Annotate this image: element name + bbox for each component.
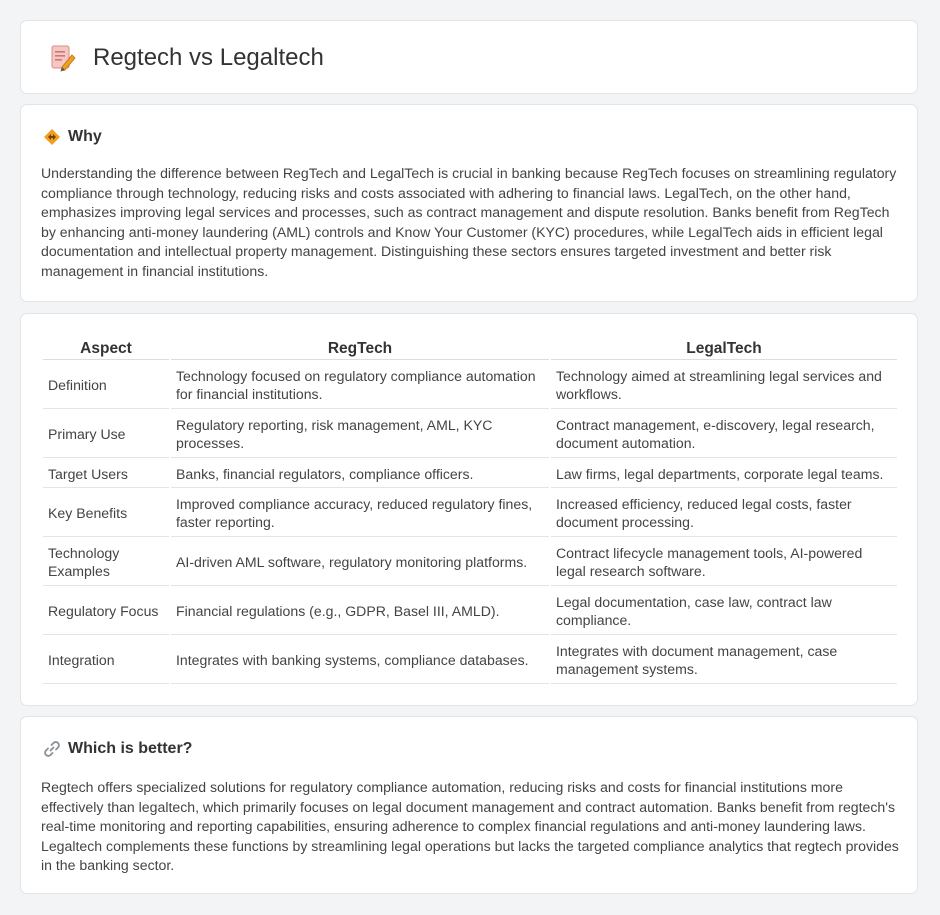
table-row <box>43 411 897 458</box>
column-header-legaltech: LegalTech <box>551 337 897 360</box>
legaltech-cell: Integrates with document management, case management systems. <box>551 637 897 684</box>
why-heading: Why <box>68 128 102 145</box>
header-card <box>20 20 918 94</box>
aspect-cell: Regulatory Focus <box>43 588 169 635</box>
legaltech-cell: Increased efficiency, reduced legal costs, faster document processing. <box>551 490 897 537</box>
regtech-cell: Integrates with banking systems, compliance databases. <box>171 637 549 684</box>
why-heading-row <box>43 126 102 148</box>
table-row <box>43 539 897 586</box>
table-row <box>43 460 897 488</box>
diamond-arrows-icon <box>43 128 61 146</box>
regtech-cell: Banks, financial regulators, compliance officers. <box>171 460 549 488</box>
regtech-cell: Technology focused on regulatory compliance automation for financial institutions. <box>171 362 549 409</box>
which-text: Regtech offers specialized solutions for regulatory compliance automation, reducing risks and costs for financial institutions more effectively than legaltech, which primarily focuses on legal document management and contract automation. Banks benefit from regtech's real-time monitoring and reporting capabilities, ensuring adherence to complex financial regulations and anti-money laundering laws. Legaltech complements these functions by streamlining legal operations but lacks the targeted compliance analytics that regtech provides in the banking sector. <box>41 779 899 873</box>
legaltech-cell: Legal documentation, case law, contract law compliance. <box>551 588 897 635</box>
aspect-cell: Target Users <box>43 460 169 488</box>
column-header-aspect: Aspect <box>43 337 169 360</box>
which-heading-row <box>43 738 192 760</box>
aspect-cell: Primary Use <box>43 411 169 458</box>
table-row <box>43 588 897 635</box>
legaltech-cell: Contract management, e-discovery, legal research, document automation. <box>551 411 897 458</box>
aspect-cell: Key Benefits <box>43 490 169 537</box>
aspect-cell: Technology Examples <box>43 539 169 586</box>
comparison-table-card <box>20 313 918 706</box>
regtech-cell: AI-driven AML software, regulatory monitoring platforms. <box>171 539 549 586</box>
column-header-regtech: RegTech <box>171 337 549 360</box>
table-row <box>43 490 897 537</box>
page-title: Regtech vs Legaltech <box>93 44 324 71</box>
regtech-cell: Regulatory reporting, risk management, AML, KYC processes. <box>171 411 549 458</box>
document-pencil-icon <box>47 43 77 73</box>
which-card <box>20 716 918 894</box>
aspect-cell: Integration <box>43 637 169 684</box>
why-card <box>20 104 918 302</box>
legaltech-cell: Technology aimed at streamlining legal services and workflows. <box>551 362 897 409</box>
title-row <box>47 21 324 95</box>
comparison-table <box>41 335 899 686</box>
regtech-cell: Improved compliance accuracy, reduced regulatory fines, faster reporting. <box>171 490 549 537</box>
which-heading: Which is better? <box>68 740 193 757</box>
regtech-cell: Financial regulations (e.g., GDPR, Basel III, AMLD). <box>171 588 549 635</box>
link-icon <box>43 740 61 758</box>
aspect-cell: Definition <box>43 362 169 409</box>
legaltech-cell: Contract lifecycle management tools, AI-powered legal research software. <box>551 539 897 586</box>
table-header-row <box>43 337 897 360</box>
table-row <box>43 637 897 684</box>
why-text: Understanding the difference between RegTech and LegalTech is crucial in banking because RegTech focuses on streamlining regulatory compliance through technology, reducing risks and costs associated with adhering to financial laws. LegalTech, on the other hand, emphasizes improving legal services and processes, such as contract management and dispute resolution. Banks benefit from RegTech by enhancing anti-money laundering (AML) controls and Know Your Customer (KYC) procedures, while LegalTech aids in efficient legal documentation and intellectual property management. Distinguishing these sectors ensures targeted investment and better risk management in financial institutions. <box>41 165 897 279</box>
table-row <box>43 362 897 409</box>
legaltech-cell: Law firms, legal departments, corporate legal teams. <box>551 460 897 488</box>
